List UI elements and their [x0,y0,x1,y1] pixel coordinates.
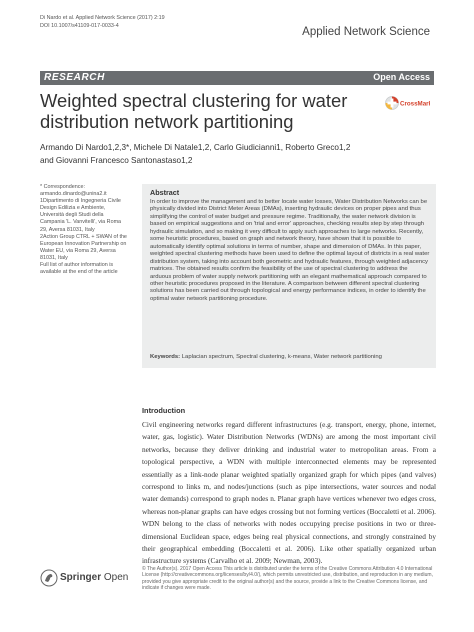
crossmark-text: CrossMark [400,100,430,108]
correspondence-label: * Correspondence: [40,184,85,190]
license-notice: © The Author(s). 2017 Open Access This article is distributed under the terms of the Creative Commons Attribution 4.0 International License (http://creativecommons.org/licenses/by/4.0/), which permits unrestricted use, distribution, and reproduction in any medium, provided you give appropriate credit to the original author(s) and the source, provide a link to the Creative Commons license, and indicate if changes were made. [142,566,433,591]
crossmark-icon [384,95,430,111]
keywords-list: Laplacian spectrum, Spectral clustering, k-means, Water network partitioning [181,354,382,360]
authors-line: and Giovanni Francesco Santonastaso1,2 [40,156,193,165]
crossmark-badge[interactable] [384,95,430,111]
open-access-label: Open Access [373,72,430,82]
publisher-name-bold: Springer [60,572,102,583]
article-title: Weighted spectral clustering for water distribution network partitioning [40,90,348,132]
abstract-heading: Abstract [150,188,180,197]
doi-line: DOI 10.1007/s41109-017-0033-4 [40,23,119,29]
introduction-body: Civil engineering networks regard different infrastructures (e.g. transport, energy, phone, internet, water, gas, logistic). Water Distribution Networks (WDNs) are among the most important civil networks, because they deliver drinking and industrial water to metropolitan areas. From a topological perspective, a WDN with multiple interconnected elements may be represented essentially as a link-node planar weighted spatially organized graph for which pipes (and valves) correspond to links m, and nodes/junctions (such as pipe intersections, water sources and nodal water demands) correspond to graph nodes n. Planar graph have vertices whenever two edges cross, whereas non-planar graphs can have edges crossing but not forming vertices (Boccaletti et al. 2006). WDN belong to the class of networks with nodes occupying precise positions in two or three-dimensional Euclidean space, edges being real physical connections, and strongly constrained by their geographical embedding (Boccaletti et al. 2006). Like other spatially organized urban infrastructure systems (Carvalho et al. 2009; Newman, 2003). [142,420,436,566]
affiliation-1: 1Dipartimento di Ingegneria Civile Design Edilizia e Ambiente, Università degli Studi della Campania 'L. Vanvitelli', via Roma 29, Aversa 81031, Italy [40,198,122,233]
publisher-name [60,572,128,583]
keywords-label: Keywords: [150,354,181,360]
citation-line: Di Nardo et al. Applied Network Science (2017) 2:19 [40,15,165,21]
author-info-note: Full list of author information is available at the end of the article [40,262,118,276]
author-list [40,141,440,167]
publisher-name-rest: Open [101,572,129,583]
author-affiliations [40,184,128,276]
affiliation-2: 2Action Group CTRL + SWAN of the European Innovation Partnership on Water EU, via Roma 29, Aversa 81031, Italy [40,233,127,261]
abstract-body: In order to improve the management and to better locate water losses, Water Distribution Networks can be physically divided into District Meter Areas (DMAs), inserting hydraulic devices on proper pipes and thus simplifying the control of water budget and pressure regime. Traditionally, the water network division is based on empirical suggestions and on 'trial and error' approaches, checking results step by step through hydraulic simulation, and so making it very difficult to apply such approaches to large networks. Recently, some heuristic procedures, based on graph and network theory, have shown that it is possible to automatically identify optimal solutions in terms of number, shape and dimension of DMAs. In this paper, weighted spectral clustering methods have been used to define the optimal layout of districts in a real water distribution system, taking into account both geometric and hydraulic features, through weighted adjacency matrices. The obtained results confirm the feasibility of the use of spectral clustering to address the arduous problem of water supply network partitioning with an elegant mathematical approach compared to other heuristic procedures proposed in the literature. A comparison between different spectral clustering solutions has been carried out through topological and energy performance indices, in order to identify the optimal water network partitioning procedure. [150,199,430,302]
correspondence-email[interactable]: armando.dinardo@unina2.it [40,191,107,198]
introduction-heading: Introduction [142,406,186,415]
journal-name: Applied Network Science [302,26,430,38]
citation [40,14,240,30]
abstract-box [142,184,436,368]
springer-horse-icon [40,569,58,587]
authors-line: Armando Di Nardo1,2,3*, Michele Di Natale1,2, Carlo Giudicianni1, Roberto Greco1,2 [40,143,351,152]
article-type-label: RESEARCH [44,72,105,83]
article-type-banner [40,71,434,85]
keywords [150,354,430,361]
